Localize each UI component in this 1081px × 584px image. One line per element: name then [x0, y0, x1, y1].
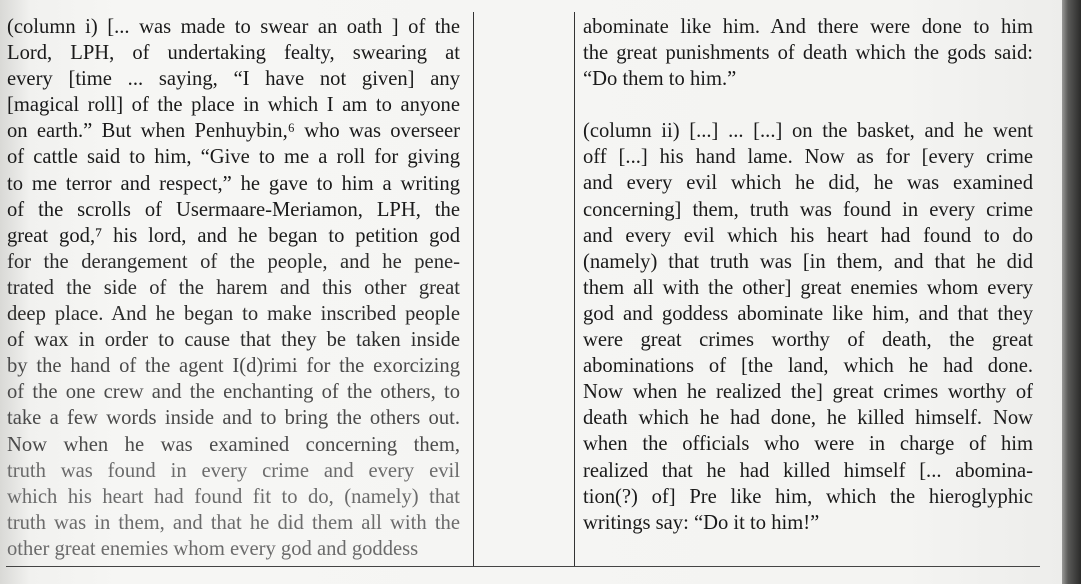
text-line: realized that he had killed himself [... abomina-	[583, 459, 1033, 482]
text-line: and every evil which he did, he was examined	[583, 172, 1033, 195]
left-column-rule	[473, 12, 474, 566]
text-line: writings say: “Do it to him!”	[583, 511, 820, 534]
text-line: of the one crew and the enchanting of the others, to	[7, 381, 460, 404]
text-line: on earth.” But when Penhuybin,⁶ who was overseer	[7, 120, 460, 143]
text-line: which his heart had found fit to do, (namely) that	[7, 485, 460, 508]
text-line: of wax in order to cause that they be taken inside	[7, 329, 460, 352]
right-column-rule	[574, 12, 575, 566]
text-line: for the derangement of the people, and he pene-	[7, 250, 460, 273]
text-line: by the hand of the agent I(d)rimi for the exorcizing	[7, 355, 460, 378]
text-line: every [time ... saying, “I have not given] any	[7, 68, 460, 91]
text-line: tion(?) of] Pre like him, which the hieroglyphic	[583, 485, 1033, 508]
text-line: [magical roll] of the place in which I am to anyone	[7, 94, 460, 117]
text-line: were great crimes worthy of death, the great	[583, 329, 1033, 352]
text-line: deep place. And he began to make inscribed people	[7, 303, 460, 326]
text-line: the great punishments of death which the gods said:	[583, 42, 1033, 65]
text-line: Now when he realized the] great crimes worthy of	[583, 381, 1033, 404]
text-line: truth was in them, and that he did them all with the	[7, 511, 460, 534]
text-line: god and goddess abominate like him, and that they	[583, 302, 1033, 325]
text-line: trated the side of the harem and this other great	[7, 276, 460, 299]
bottom-rule	[6, 566, 1040, 567]
text-line: concerning] them, truth was found in every crime	[583, 198, 1033, 221]
text-line: of cattle said to him, “Give to me a roll for giving	[7, 146, 460, 169]
text-line: truth was found in every crime and every evil	[7, 459, 460, 482]
text-line: take a few words inside and to bring the others out.	[7, 407, 460, 430]
text-line: “Do them to him.”	[583, 68, 737, 91]
left-text-column	[7, 14, 460, 562]
text-line: (column i) [... was made to swear an oath ] of the	[7, 16, 460, 38]
text-line: abominations of [the land, which he had done.	[583, 355, 1033, 378]
text-line: other great enemies whom every god and goddess	[7, 537, 419, 560]
text-line: death which he had done, he killed himself. Now	[583, 407, 1033, 430]
paragraph-gap	[583, 92, 1033, 118]
text-line: them all with the other] great enemies whom every	[583, 276, 1033, 299]
page-edge-shadow	[1062, 0, 1081, 584]
text-line: Now when he was examined concerning them,	[7, 433, 460, 456]
text-line: and every evil which his heart had found to do	[583, 224, 1033, 247]
text-line: Lord, LPH, of undertaking fealty, swearing at	[7, 42, 460, 65]
text-line: to me terror and respect,” he gave to him a writing	[7, 172, 460, 195]
text-line: abominate like him. And there were done to him	[583, 16, 1033, 38]
text-line: great god,⁷ his lord, and he began to petition god	[7, 224, 460, 247]
text-line: when the officials who were in charge of him	[583, 433, 1033, 456]
text-line: of the scrolls of Usermaare-Meriamon, LPH, the	[7, 198, 460, 221]
text-line: off [...] his hand lame. Now as for [every crime	[583, 146, 1033, 169]
text-line: (namely) that truth was [in them, and that he did	[583, 250, 1033, 273]
right-text-column	[583, 14, 1033, 536]
text-line: (column ii) [...] ... [...] on the basket, and he went	[583, 120, 1033, 143]
